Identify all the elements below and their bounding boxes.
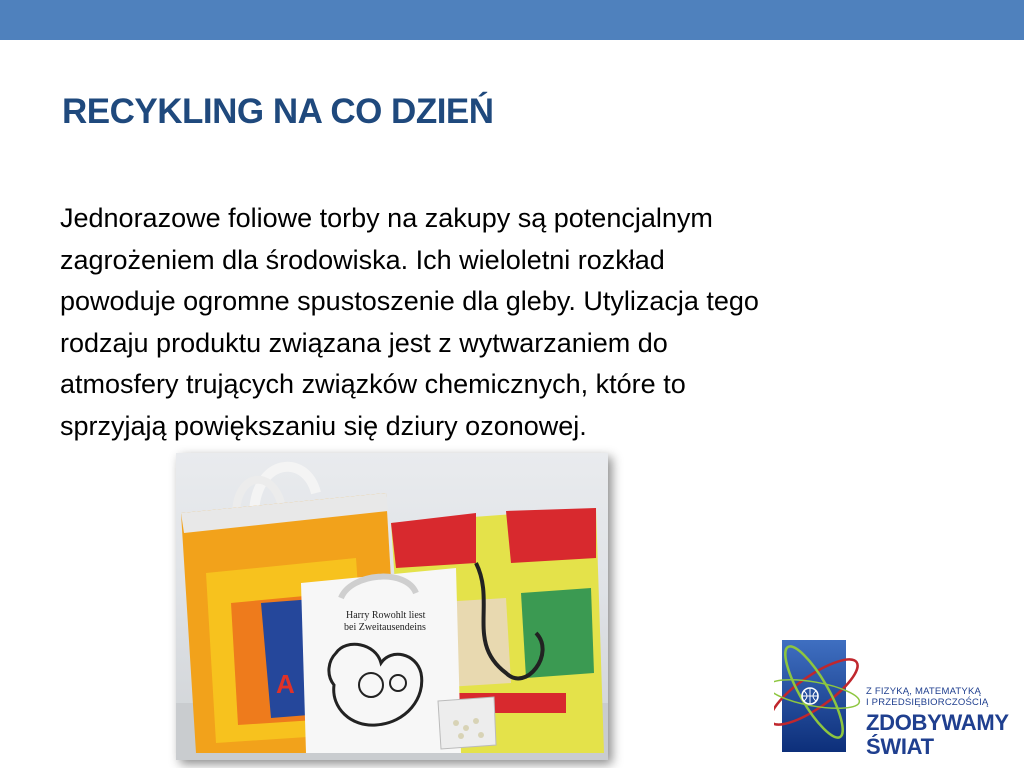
body-line-3: powoduje ogromne spustoszenie dla gleby. Utylizacja tego: [60, 286, 759, 316]
bag-print-line-1: Harry Rowohlt liest: [346, 610, 426, 621]
body-line-1: Jednorazowe foliowe torby na zakupy są potencjalnym: [60, 203, 713, 233]
logo-line-4: ŚWIAT: [866, 734, 934, 759]
logo-line-3: ZDOBYWAMY: [866, 710, 1009, 735]
logo-line-2: I PRZEDSIĘBIORCZOŚCIĄ: [866, 697, 989, 708]
plastic-bags-illustration: [176, 453, 608, 760]
logo-line-1: Z FIZYKĄ, MATEMATYKĄ: [866, 686, 982, 697]
body-line-6: sprzyjają powiększaniu się dziury ozonowej.: [60, 410, 587, 441]
bag-print-line-2: bei Zweitausendeins: [344, 622, 426, 633]
logo-text: [866, 686, 1009, 759]
project-logo: [774, 622, 1024, 762]
slide-title: RECYKLING NA CO DZIEŃ: [62, 92, 494, 131]
plastic-bags-photo: [176, 453, 608, 760]
body-line-4: rodzaju produktu związana jest z wytwarzaniem do: [60, 327, 668, 358]
svg-text:A: A: [276, 669, 295, 699]
top-accent-bar: [0, 0, 1024, 40]
body-line-2: zagrożeniem dla środowiska. Ich wieloletni rozkład: [60, 244, 665, 275]
slide-body-text: [60, 198, 960, 447]
body-line-5: atmosfery trujących związków chemicznych, które to: [60, 369, 686, 399]
